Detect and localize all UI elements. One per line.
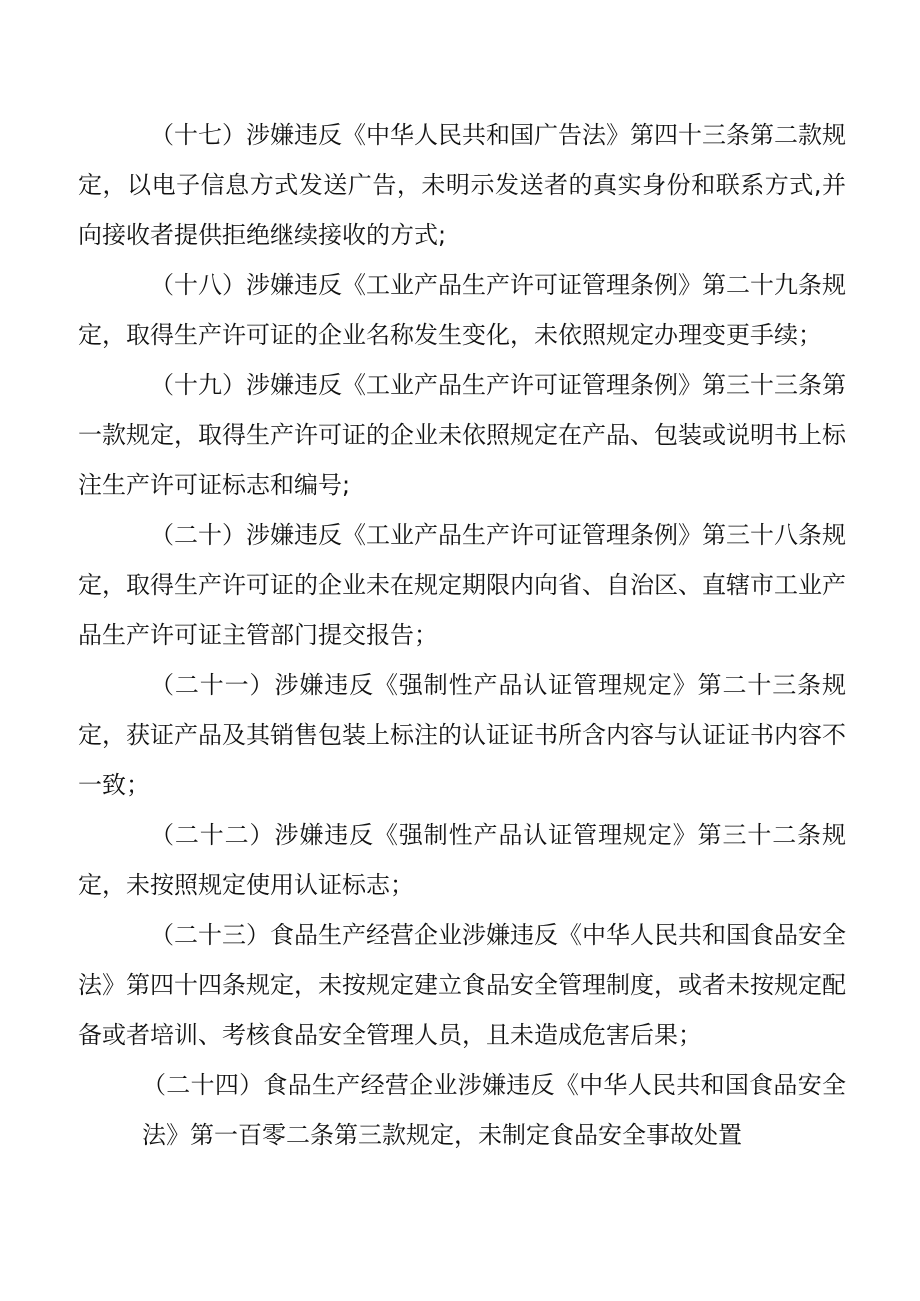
paragraph-19: （十九）涉嫌违反《工业产品生产许可证管理条例》第三十三条第一款规定，取得生产许可证的企业未依照规定在产品、包装或说明书上标注生产许可证标志和编号; — [78, 371, 846, 499]
document-body — [78, 110, 846, 1160]
paragraph-21: （二十一）涉嫌违反《强制性产品认证管理规定》第二十三条规定，获证产品及其销售包装上标注的认证证书所含内容与认证证书内容不一致； — [78, 671, 846, 799]
paragraph-23: （二十三）食品生产经营企业涉嫌违反《中华人民共和国食品安全法》第四十四条规定，未按规定建立食品安全管理制度，或者未按规定配备或者培训、考核食品安全管理人员，且未造成危害后果； — [78, 921, 846, 1049]
paragraph-17: （十七）涉嫌违反《中华人民共和国广告法》第四十三条第二款规定，以电子信息方式发送广告，未明示发送者的真实身份和联系方式,并向接收者提供拒绝继续接收的方式; — [78, 121, 846, 249]
paragraph-18: （十八）涉嫌违反《工业产品生产许可证管理条例》第二十九条规定，取得生产许可证的企业名称发生变化，未依照规定办理变更手续； — [78, 271, 846, 349]
paragraph-24: （二十四）食品生产经营企业涉嫌违反《中华人民共和国食品安全法》第一百零二条第三款规定，未制定食品安全事故处置 — [142, 1071, 846, 1149]
paragraph-20: （二十）涉嫌违反《工业产品生产许可证管理条例》第三十八条规定，取得生产许可证的企业未在规定期限内向省、自治区、直辖市工业产品生产许可证主管部门提交报告； — [78, 521, 846, 649]
paragraph-22: （二十二）涉嫌违反《强制性产品认证管理规定》第三十二条规定，未按照规定使用认证标志； — [78, 821, 846, 899]
